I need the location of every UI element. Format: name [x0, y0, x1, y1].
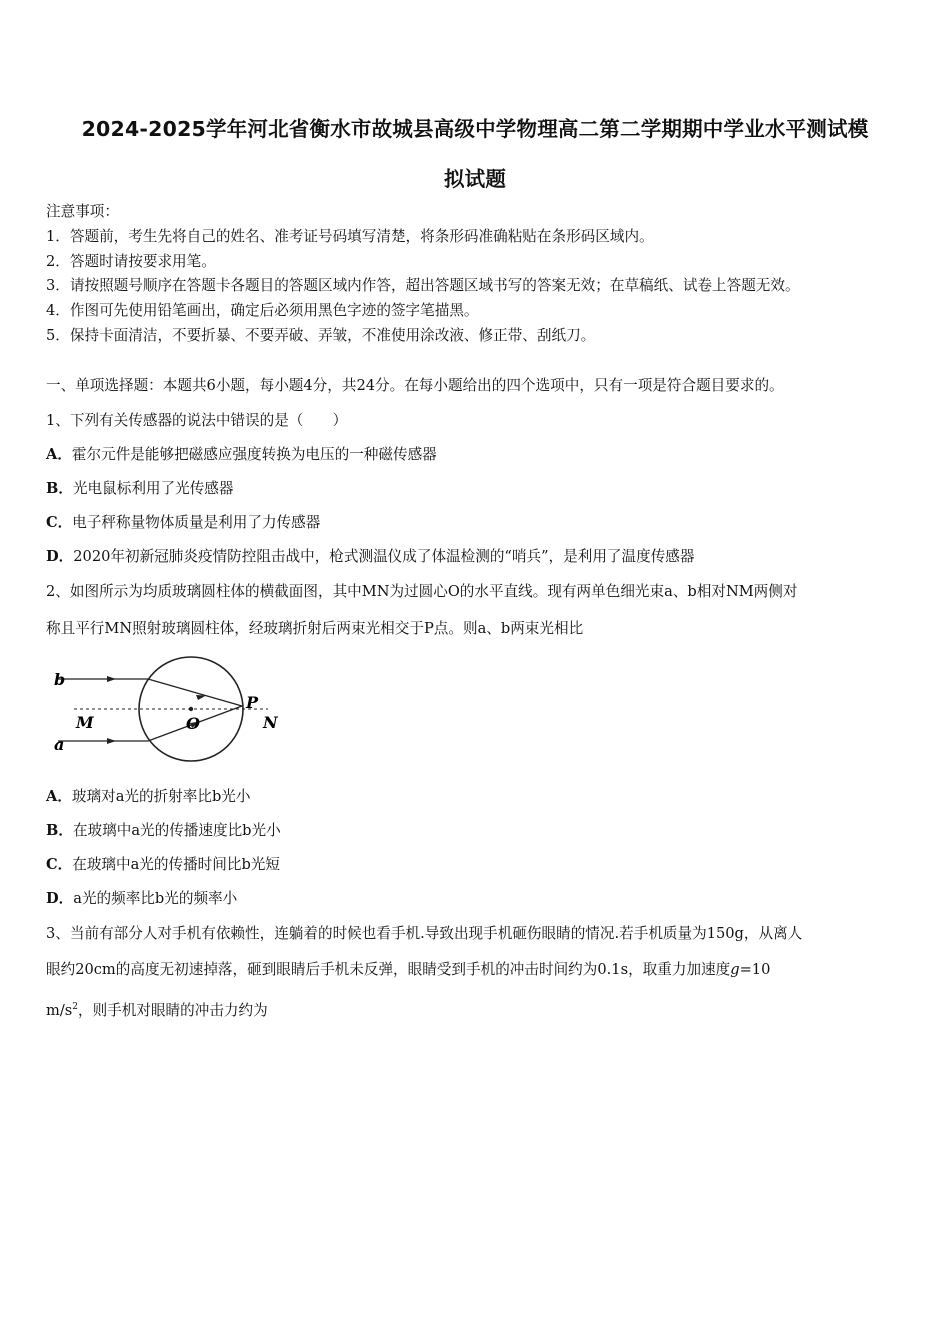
question-1-stem: 1、下列有关传感器的说法中错误的是（ ）: [46, 412, 348, 429]
label-p: P: [246, 693, 259, 712]
question-3-stem-line2: 眼约20cm的高度无初速掉落，砸到眼睛后手机未反弹，眼睛受到手机的冲击时间约为0.1s，取重力加速度g=10: [46, 961, 771, 978]
question-3-stem-line3: $m/s^2$，则手机对眼睛的冲击力约为: [46, 1001, 268, 1019]
notice-item-3: 3．请按照题号顺序在答题卡各题目的答题区域内作答，超出答题区域书写的答案无效；在草稿纸、试卷上答题无效。: [46, 277, 800, 294]
label-b: b: [54, 670, 66, 689]
exam-title-line1: 2024-2025学年河北省衡水市故城县高级中学物理高二第二学期期中学业水平测试模: [81, 117, 869, 141]
label-n: N: [263, 713, 278, 732]
label-a: a: [54, 735, 65, 754]
notice-item-1: 1．答题前，考生先将自己的姓名、准考证号码填写清楚，将条形码准确粘贴在条形码区域内。: [46, 228, 654, 245]
question-1-option-d: D．2020年初新冠肺炎疫情防控阻击战中，枪式测温仪成了体温检测的“哨兵”，是利用了温度传感器: [46, 548, 695, 565]
question-1-option-b: B．光电鼠标利用了光传感器: [46, 480, 234, 497]
question-3-stem-line1: 3、当前有部分人对手机有依赖性，连躺着的时候也看手机.导致出现手机砸伤眼睛的情况.若手机质量为150g，从离人: [46, 925, 803, 942]
notice-item-2: 2．答题时请按要求用笔。: [46, 253, 216, 270]
label-o: O: [186, 714, 200, 733]
ray-b-arrow: [107, 676, 116, 682]
question-1-option-a: A．霍尔元件是能够把磁感应强度转换为电压的一种磁传感器: [46, 446, 437, 463]
label-m: M: [76, 713, 94, 732]
section-heading: 一、单项选择题：本题共6小题，每小题4分，共24分。在每小题给出的四个选项中，只有一项是符合题目要求的。: [46, 377, 784, 394]
question-2-stem-line1: 2、如图所示为均质玻璃圆柱体的横截面图，其中MN为过圆心O的水平直线。现有两单色细光束a、b相对NM两侧对: [46, 583, 798, 600]
ray-b-refracted-arrow: [196, 695, 206, 700]
question-2-option-b: B．在玻璃中a光的传播速度比b光小: [46, 822, 281, 839]
question-2-stem-line2: 称且平行MN照射玻璃圆柱体，经玻璃折射后两束光相交于P点。则a、b两束光相比: [46, 620, 584, 637]
ray-a-arrow: [107, 738, 116, 744]
question-1-option-c: C．电子秤称量物体质量是利用了力传感器: [46, 514, 321, 531]
question-2-option-d: D．a光的频率比b光的频率小: [46, 890, 238, 907]
notice-heading: 注意事项：: [46, 203, 119, 220]
notice-item-5: 5．保持卡面清洁，不要折暴、不要弄破、弄皱，不准使用涂改液、修正带、刮纸刀。: [46, 327, 596, 344]
notice-item-4: 4．作图可先使用铅笔画出，确定后必须用黑色字迹的签字笔描黑。: [46, 302, 479, 319]
question-2-option-c: C．在玻璃中a光的传播时间比b光短: [46, 856, 280, 873]
exam-title-line2: 拟试题: [443, 167, 507, 191]
question-2-option-a: A．玻璃对a光的折射率比b光小: [46, 788, 251, 805]
center-point: [189, 707, 193, 711]
ray-b-refracted: [148, 679, 242, 706]
glass-cylinder-diagram: [46, 648, 296, 764]
